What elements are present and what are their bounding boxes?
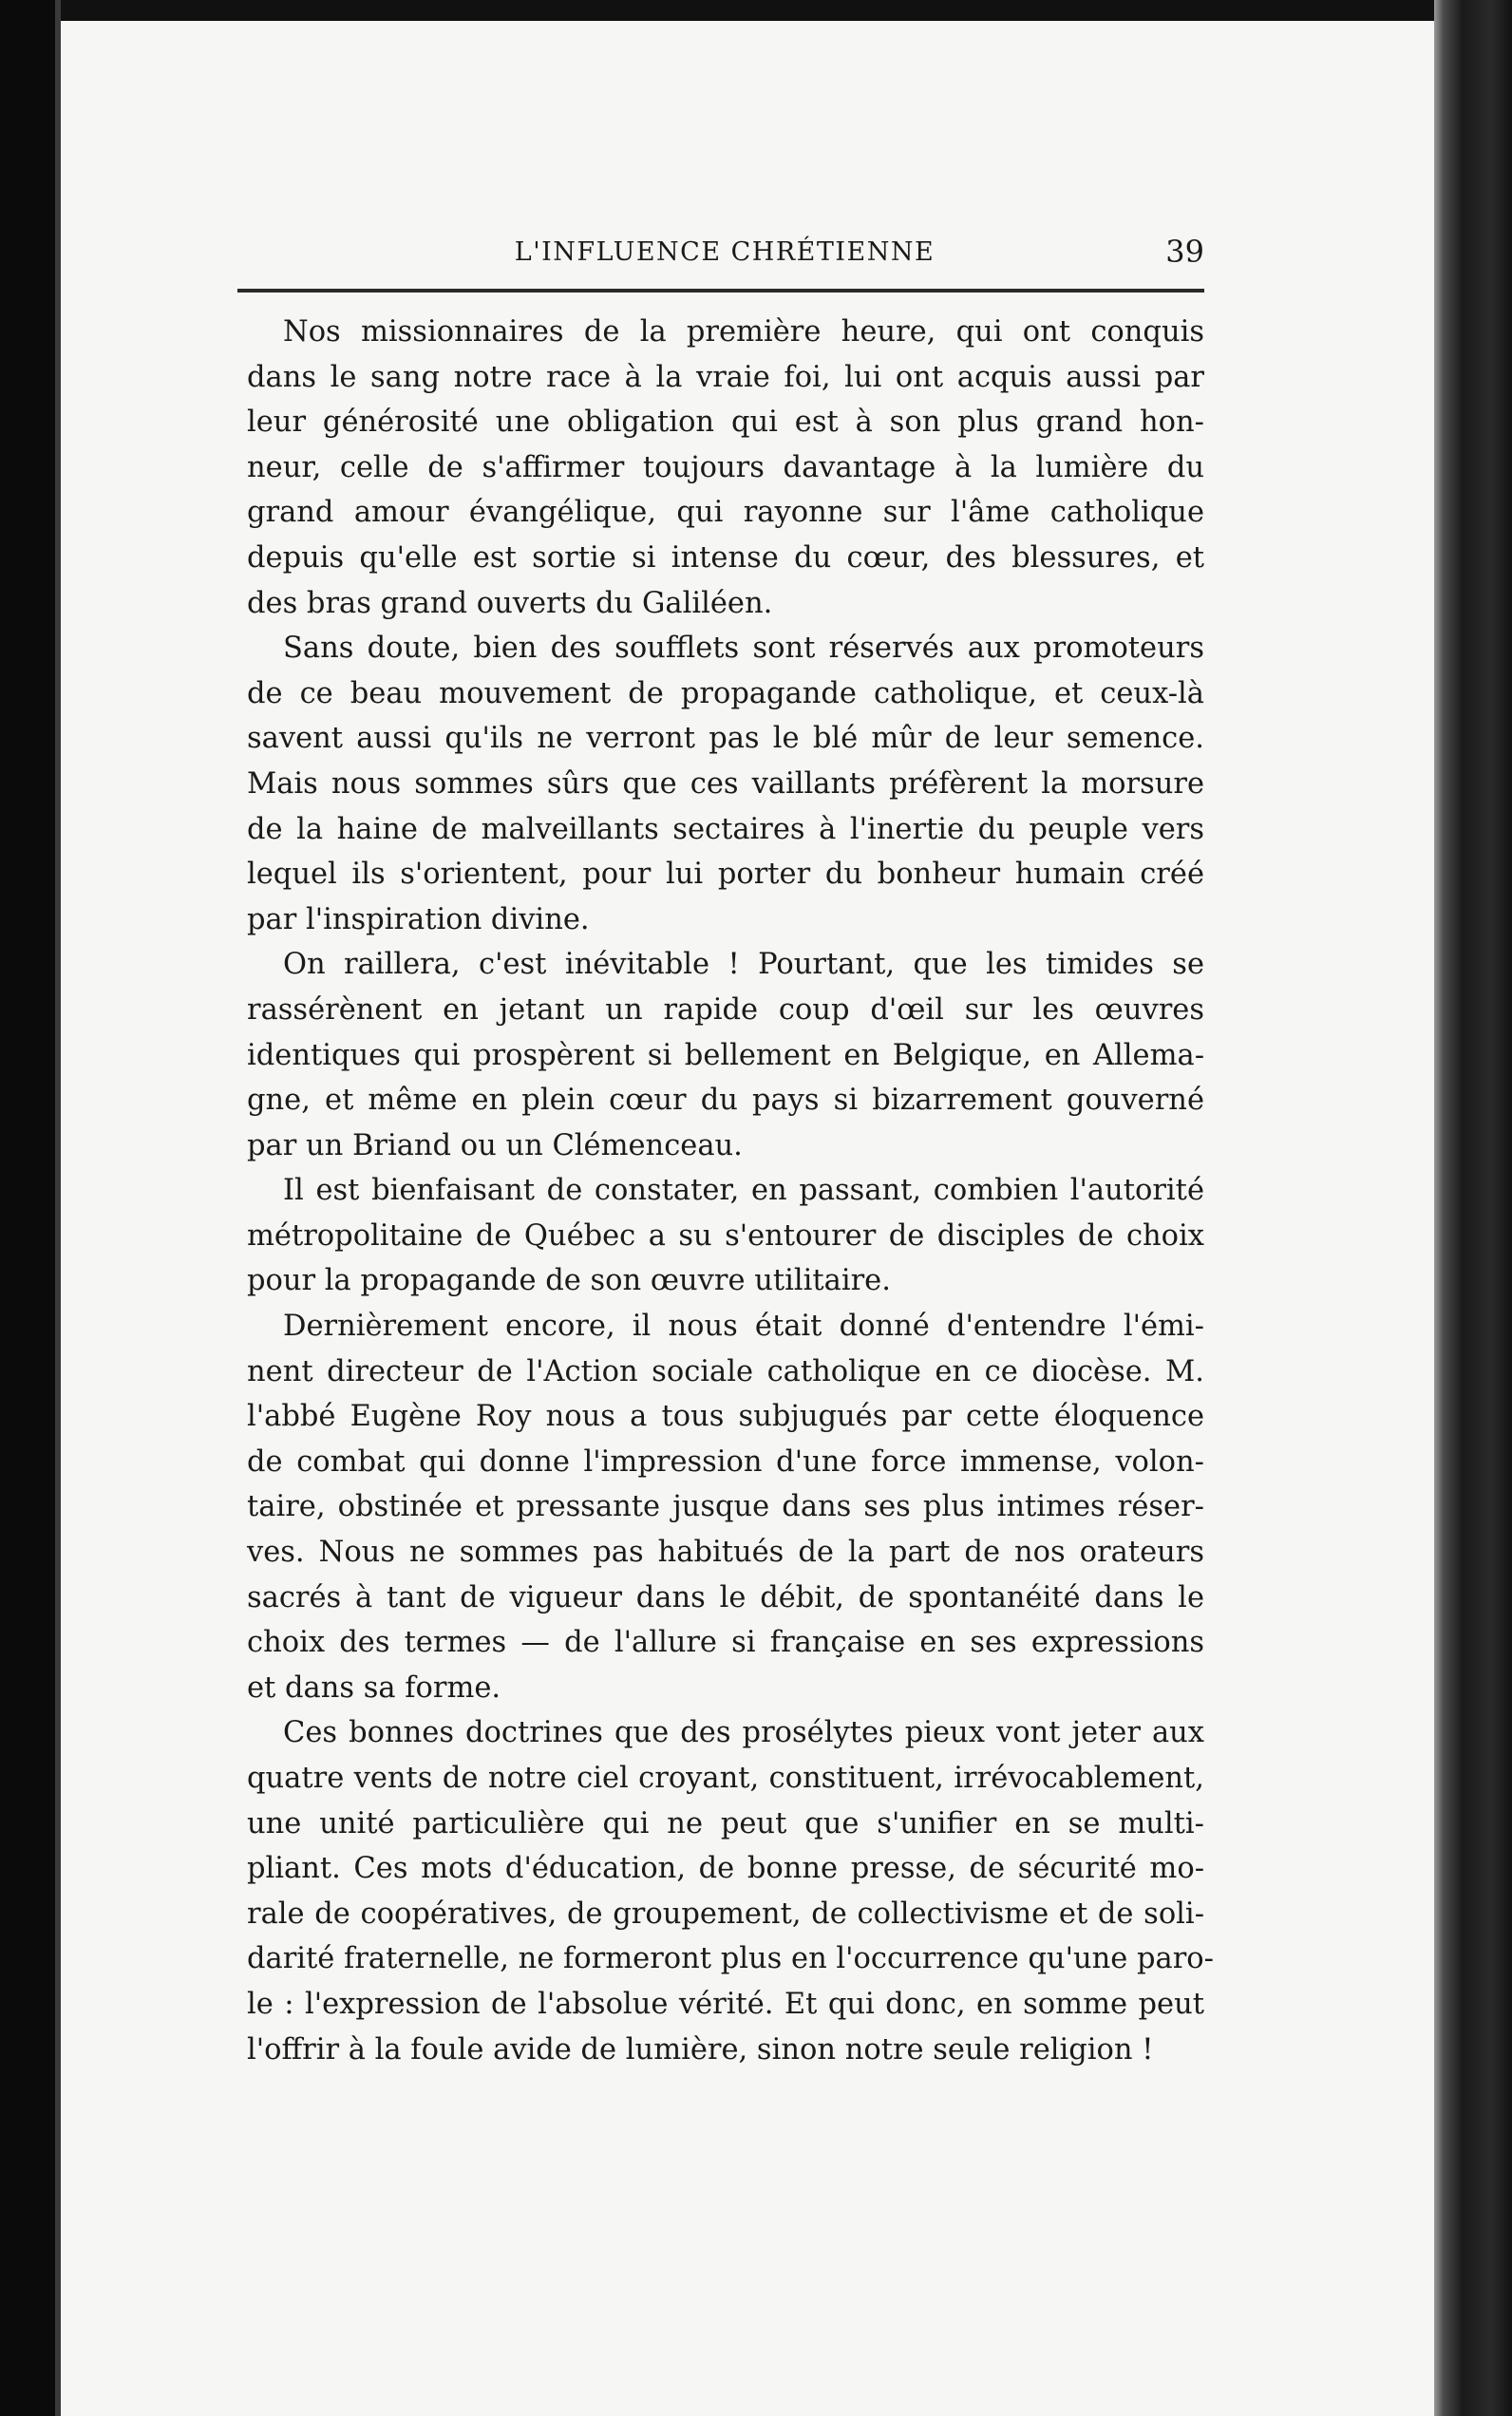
header-rule <box>237 289 1204 293</box>
text-line: par un Briand ou un Clémenceau. <box>247 1128 743 1162</box>
text-line: dans le sang notre race à la vraie foi, lui ont acquis aussi par <box>247 360 1204 394</box>
text-line: et dans sa forme. <box>247 1670 501 1705</box>
text-line: métropolitaine de Québec a su s'entourer de disciples de choix <box>247 1218 1204 1253</box>
text-line: l'offrir à la foule avide de lumière, sinon notre seule religion ! <box>247 2032 1154 2067</box>
text-line: Il est bienfaisant de constater, en passant, combien l'autorité <box>283 1174 1204 1208</box>
text-line: des bras grand ouverts du Galiléen. <box>247 586 773 620</box>
paragraph <box>247 942 1204 1168</box>
text-line: neur, celle de s'affirmer toujours davantage à la lumière du <box>247 450 1204 484</box>
text-line: de la haine de malveillants sectaires à l'inertie du peuple vers <box>247 812 1204 846</box>
paragraph <box>247 1168 1204 1304</box>
text-line: de ce beau mouvement de propagande catholique, et ceux-là <box>247 676 1204 710</box>
paragraph <box>247 626 1204 942</box>
text-line: leur générosité une obligation qui est à son plus grand hon- <box>247 406 1204 440</box>
page-stack-edge <box>1434 0 1512 2416</box>
page-number: 39 <box>1165 234 1204 270</box>
text-line: sacrés à tant de vigueur dans le débit, de spontanéité dans le <box>247 1580 1204 1614</box>
text-line: lequel ils s'orientent, pour lui porter du bonheur humain créé <box>247 858 1204 892</box>
text-line: pliant. Ces mots d'éducation, de bonne presse, de sécurité mo- <box>247 1852 1204 1886</box>
text-line: On raillera, c'est inévitable ! Pourtant, que les timides se <box>283 948 1204 982</box>
page-binding-edge <box>55 0 61 2416</box>
text-line: depuis qu'elle est sortie si intense du cœur, des blessures, et <box>247 540 1204 575</box>
text-line: Dernièrement encore, il nous était donné d'entendre l'émi- <box>283 1310 1204 1344</box>
text-line: par l'inspiration divine. <box>247 902 590 936</box>
text-line: ves. Nous ne sommes pas habitués de la part de nos orateurs <box>247 1536 1204 1570</box>
text-line: Ces bonnes doctrines que des prosélytes pieux vont jeter aux <box>283 1716 1204 1750</box>
text-line: darité fraternelle, ne formeront plus en l'occurrence qu'une paro- <box>247 1942 1214 1976</box>
page-header <box>245 236 1204 274</box>
text-line: Sans doute, bien des soufflets sont réservés aux promoteurs <box>283 632 1204 666</box>
text-line: Mais nous sommes sûrs que ces vaillants préfèrent la morsure <box>247 766 1204 801</box>
text-line: pour la propagande de son œuvre utilitaire. <box>247 1264 891 1298</box>
text-line: quatre vents de notre ciel croyant, constituent, irrévocablement, <box>247 1762 1204 1795</box>
text-line: l'abbé Eugène Roy nous a tous subjugués par cette éloquence <box>247 1400 1204 1434</box>
scan-top-border <box>0 0 1512 21</box>
paragraph <box>247 1710 1214 2072</box>
text-line: choix des termes — de l'allure si française en ses expressions <box>247 1626 1204 1660</box>
page-body <box>247 310 1214 2072</box>
text-line: gne, et même en plein cœur du pays si bizarrement gouverné <box>247 1084 1204 1118</box>
text-line: identiques qui prospèrent si bellement en Belgique, en Allema- <box>247 1038 1204 1072</box>
text-line: taire, obstinée et pressante jusque dans ses plus intimes réser- <box>247 1490 1204 1524</box>
text-line: grand amour évangélique, qui rayonne sur l'âme catholique <box>247 496 1204 530</box>
paragraph <box>247 1304 1204 1710</box>
text-line: le : l'expression de l'absolue vérité. Et qui donc, en somme peut <box>247 1987 1204 2021</box>
text-line: nent directeur de l'Action sociale catholique en ce diocèse. M. <box>247 1354 1204 1388</box>
text-line: rassérènent en jetant un rapide coup d'œil sur les œuvres <box>247 992 1204 1027</box>
scan-left-border <box>0 0 55 2416</box>
text-line: une unité particulière qui ne peut que s'unifier en se multi- <box>247 1806 1204 1840</box>
text-line: rale de coopératives, de groupement, de collectivisme et de soli- <box>247 1897 1204 1931</box>
text-line: Nos missionnaires de la première heure, qui ont conquis <box>283 315 1204 349</box>
paragraph <box>247 310 1204 626</box>
text-line: de combat qui donne l'impression d'une force immense, volon- <box>247 1444 1204 1479</box>
text-line: savent aussi qu'ils ne verront pas le blé mûr de leur semence. <box>247 722 1204 756</box>
running-title: L'INFLUENCE CHRÉTIENNE <box>514 237 936 267</box>
